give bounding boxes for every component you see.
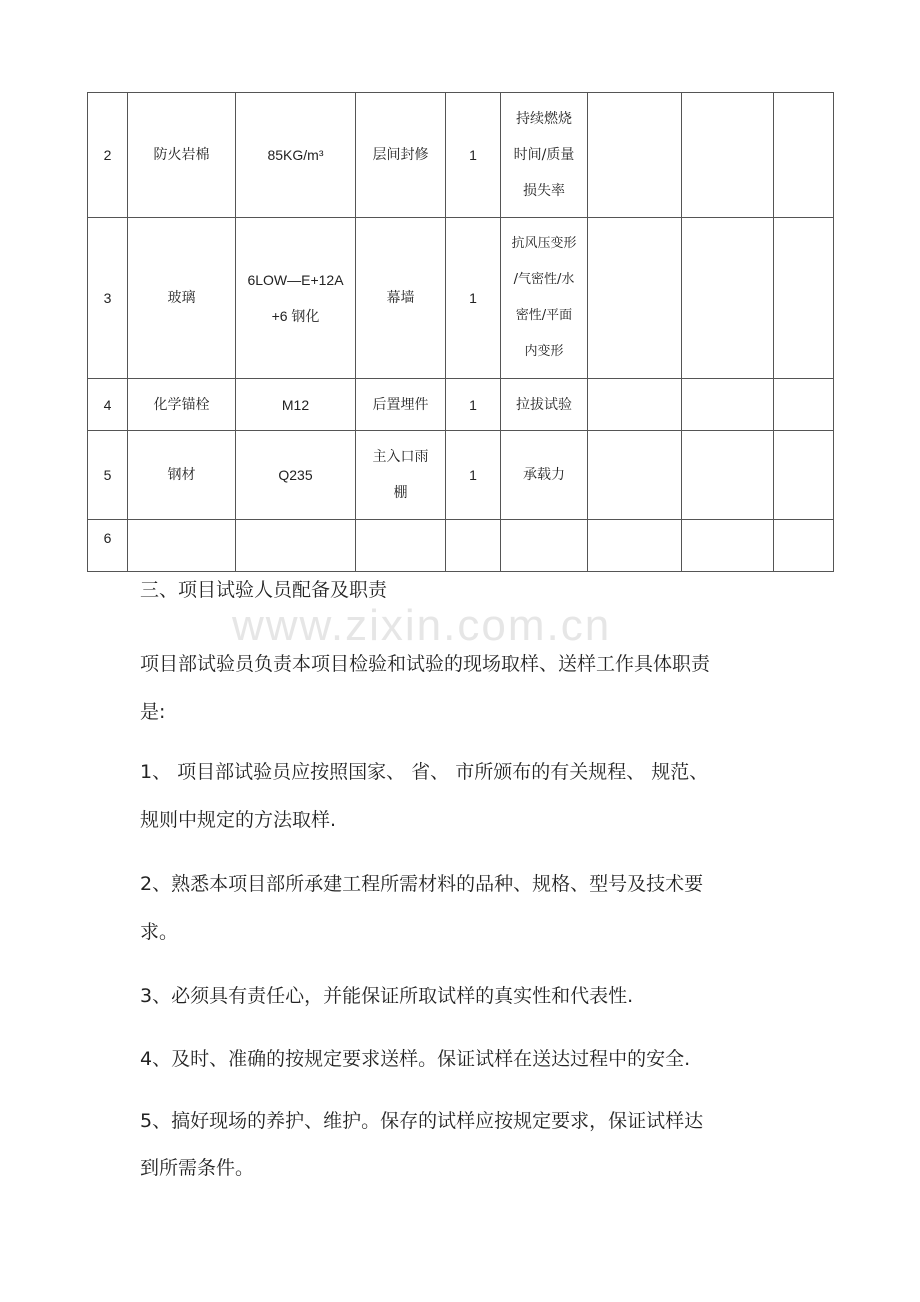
cell-test: 承载力 bbox=[501, 431, 588, 520]
cell-spec: 85KG/m³ bbox=[236, 93, 356, 218]
cell-no: 3 bbox=[88, 218, 128, 379]
cell-empty bbox=[588, 520, 682, 572]
cell-line: 抗风压变形 bbox=[511, 236, 577, 251]
cell-empty bbox=[774, 520, 834, 572]
watermark: www.zixin.com.cn bbox=[232, 601, 612, 650]
cell-no: 2 bbox=[88, 93, 128, 218]
cell-qty: 1 bbox=[446, 218, 501, 379]
duty-line: 到所需条件。 bbox=[140, 1157, 255, 1179]
cell-empty bbox=[682, 218, 774, 379]
cell-empty bbox=[356, 520, 446, 572]
cell-line: 时间/质量 bbox=[513, 147, 575, 163]
cell-empty bbox=[682, 520, 774, 572]
cell-empty bbox=[501, 520, 588, 572]
cell-test bbox=[501, 93, 588, 218]
cell-empty bbox=[236, 520, 356, 572]
section-heading: 三、项目试验人员配备及职责 bbox=[140, 579, 388, 601]
cell-name: 化学锚栓 bbox=[128, 379, 236, 431]
cell-empty bbox=[774, 93, 834, 218]
cell-empty bbox=[774, 218, 834, 379]
cell-line: /气密性/水 bbox=[513, 272, 575, 287]
cell-name: 钢材 bbox=[128, 431, 236, 520]
cell-use bbox=[356, 431, 446, 520]
cell-qty: 1 bbox=[446, 379, 501, 431]
cell-name: 防火岩棉 bbox=[128, 93, 236, 218]
table-row bbox=[88, 93, 834, 218]
cell-use: 幕墙 bbox=[356, 218, 446, 379]
cell-empty bbox=[588, 93, 682, 218]
cell-use: 层间封修 bbox=[356, 93, 446, 218]
table-row bbox=[88, 379, 834, 431]
table-row bbox=[88, 218, 834, 379]
cell-test bbox=[501, 218, 588, 379]
cell-empty bbox=[682, 93, 774, 218]
cell-line: 密性/平面 bbox=[515, 308, 573, 323]
cell-empty bbox=[588, 218, 682, 379]
cell-test: 拉拔试验 bbox=[501, 379, 588, 431]
cell-empty bbox=[128, 520, 236, 572]
cell-empty bbox=[774, 379, 834, 431]
cell-no: 4 bbox=[88, 379, 128, 431]
cell-spec: Q235 bbox=[236, 431, 356, 520]
intro-line: 是: bbox=[140, 701, 166, 723]
cell-line: +6 钢化 bbox=[271, 308, 320, 324]
cell-line: 棚 bbox=[393, 485, 408, 501]
cell-no: 5 bbox=[88, 431, 128, 520]
duty-line: 规则中规定的方法取样. bbox=[140, 809, 337, 831]
cell-line: 持续燃烧 bbox=[516, 111, 572, 127]
duty-line: 5、搞好现场的养护、维护。保存的试样应按规定要求，保证试样达 bbox=[140, 1110, 704, 1132]
cell-empty bbox=[682, 431, 774, 520]
intro-line: 项目部试验员负责本项目检验和试验的现场取样、送样工作具体职责 bbox=[140, 653, 711, 675]
cell-qty: 1 bbox=[446, 93, 501, 218]
duty-line: 4、及时、准确的按规定要求送样。保证试样在送达过程中的安全. bbox=[140, 1048, 691, 1070]
cell-spec: M12 bbox=[236, 379, 356, 431]
duty-line: 3、必须具有责任心，并能保证所取试样的真实性和代表性. bbox=[140, 985, 634, 1007]
table-row bbox=[88, 431, 834, 520]
duty-line: 1、 项目部试验员应按照国家、 省、 市所颁布的有关规程、 规范、 bbox=[140, 761, 709, 783]
cell-empty bbox=[446, 520, 501, 572]
cell-empty bbox=[682, 379, 774, 431]
duty-line: 求。 bbox=[140, 921, 179, 943]
cell-empty bbox=[588, 379, 682, 431]
cell-use: 后置埋件 bbox=[356, 379, 446, 431]
cell-line: 6LOW—E+12A bbox=[247, 272, 344, 288]
table-row bbox=[88, 520, 834, 572]
cell-name: 玻璃 bbox=[128, 218, 236, 379]
cell-line: 主入口雨 bbox=[372, 449, 429, 465]
cell-empty bbox=[588, 431, 682, 520]
cell-line: 损失率 bbox=[523, 183, 565, 199]
cell-empty bbox=[774, 431, 834, 520]
materials-test-table bbox=[87, 92, 834, 572]
cell-line: 内变形 bbox=[524, 344, 564, 359]
cell-qty: 1 bbox=[446, 431, 501, 520]
cell-no: 6 bbox=[88, 520, 128, 572]
cell-spec bbox=[236, 218, 356, 379]
duty-line: 2、熟悉本项目部所承建工程所需材料的品种、规格、型号及技术要 bbox=[140, 873, 704, 895]
